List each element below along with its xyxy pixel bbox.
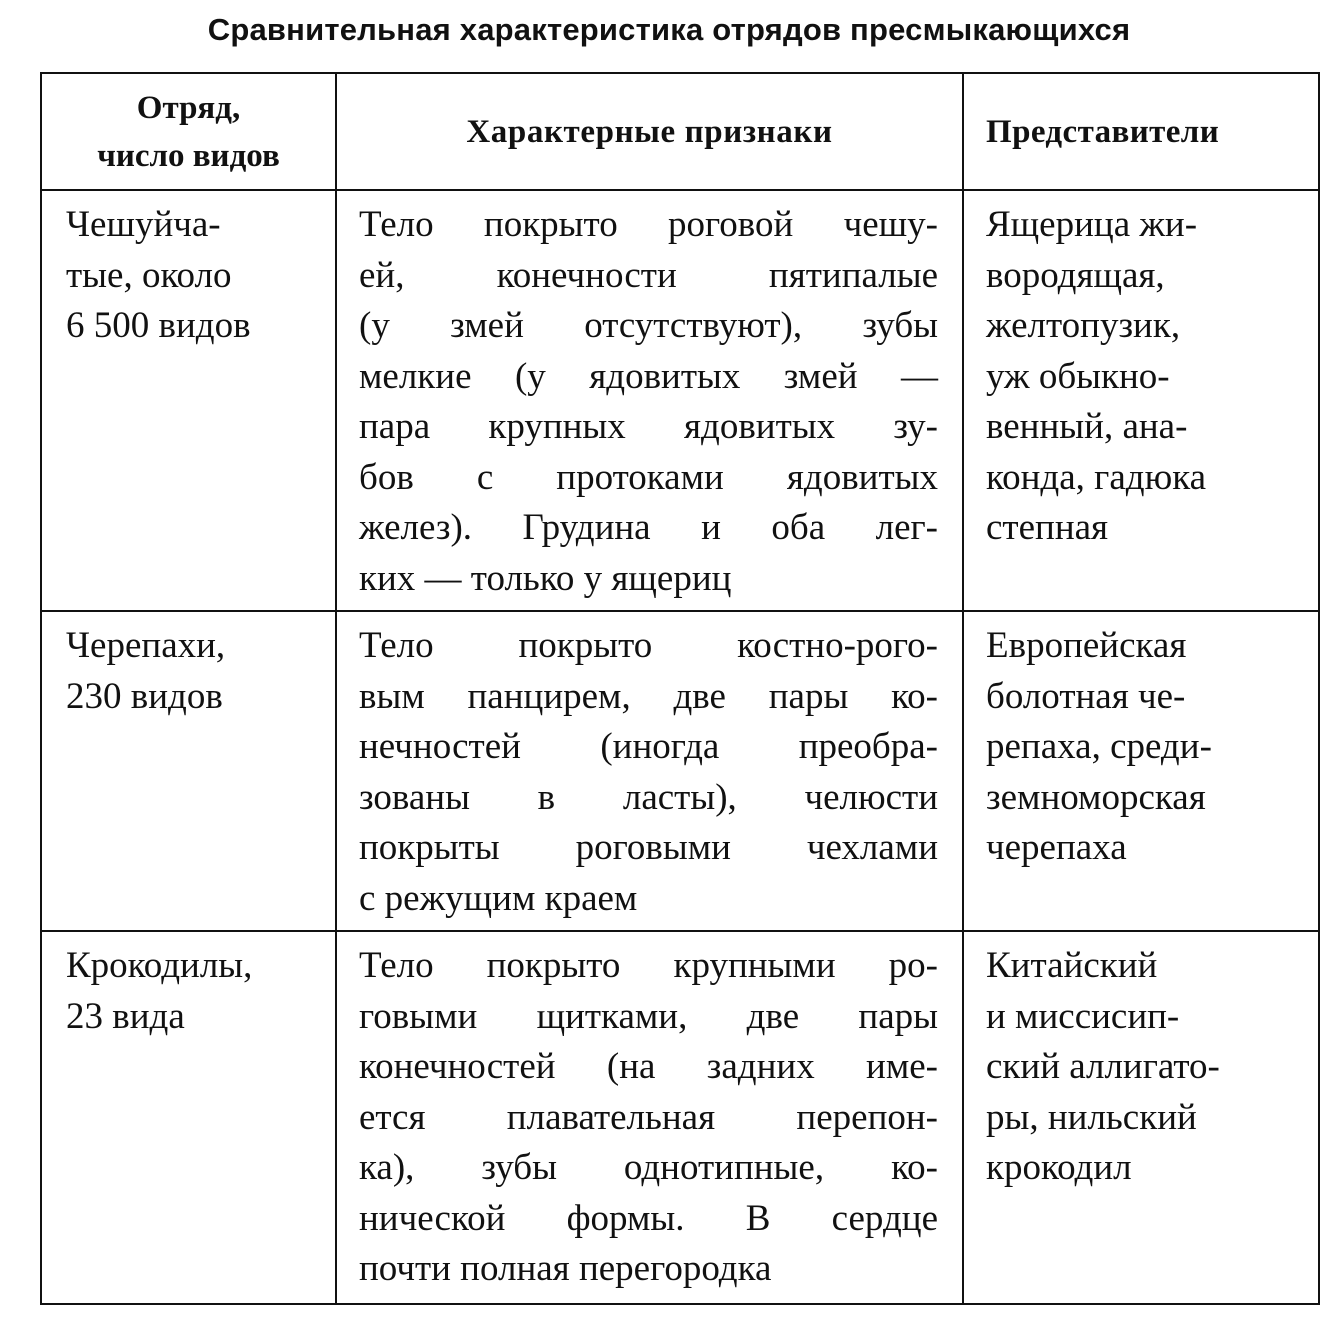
cell-line: Крокодилы, (66, 945, 253, 986)
cell-line: Тело покрыто костно-рого- (359, 625, 938, 666)
cell-line: вым панцирем, две пары ко- (359, 675, 938, 717)
cell-line: Европейская (986, 625, 1187, 666)
cell-line: зованы в ласты), челюсти (359, 776, 938, 818)
cell-line: говыми щитками, две пары (359, 995, 938, 1037)
cell-line: ры, нильский (986, 1096, 1197, 1138)
cell-line: желтопузик, (986, 305, 1181, 346)
cell-traits (336, 611, 963, 931)
cell-line: конда, гадюка (986, 456, 1207, 498)
cell-line: Тело покрыто крупными ро- (359, 945, 938, 986)
cell-line: ей, конечности пятипалые (359, 254, 938, 296)
header-order-line: число видов (97, 137, 280, 174)
cell-line: уж обыкно- (986, 355, 1170, 397)
cell-line: 230 видов (66, 675, 223, 717)
cell-line: желез). Грудина и оба лег- (359, 507, 938, 548)
table-row-crocodiles (41, 931, 1319, 1304)
header-order (41, 73, 336, 190)
cell-line: почти полная перегородка (359, 1248, 772, 1289)
cell-line: покрыты роговыми чехлами (359, 827, 938, 868)
cell-line: крокодил (986, 1147, 1132, 1188)
cell-representatives (963, 931, 1319, 1304)
header-traits: Характерные признаки (336, 73, 963, 190)
header-representatives: Представители (963, 73, 1319, 190)
cell-line: степная (986, 507, 1109, 548)
cell-line: земноморская (986, 776, 1206, 818)
cell-line: тые, около (66, 254, 232, 296)
cell-traits (336, 190, 963, 611)
cell-line: 23 вида (66, 995, 185, 1037)
cell-line: (у змей отсутствуют), зубы (359, 305, 938, 346)
cell-representatives (963, 611, 1319, 931)
cell-line: конечностей (на задних име- (359, 1046, 938, 1087)
cell-line: Чешуйча- (66, 204, 221, 245)
cell-line: 6 500 видов (66, 305, 251, 346)
cell-line: нической формы. В сердце (359, 1197, 938, 1239)
cell-line: ких — только у ящериц (359, 557, 732, 599)
cell-traits (336, 931, 963, 1304)
cell-order (41, 611, 336, 931)
cell-line: ется плавательная перепон- (359, 1096, 938, 1138)
cell-line: Тело покрыто роговой чешу- (359, 204, 938, 245)
cell-line: репаха, среди- (986, 726, 1212, 767)
cell-order (41, 190, 336, 611)
cell-line: болотная че- (986, 675, 1186, 717)
cell-line: вородящая, (986, 254, 1165, 296)
header-order-line: Отряд, (136, 89, 241, 126)
page-title: Сравнительная характеристика отрядов пресмыкающихся (207, 12, 1131, 47)
cell-line: ский аллигато- (986, 1046, 1220, 1087)
cell-line: бов с протоками ядовитых (359, 456, 938, 498)
cell-line: Китайский (986, 945, 1158, 986)
cell-line: Ящерица жи- (986, 204, 1198, 245)
cell-line: и миссисип- (986, 995, 1180, 1037)
table-row-turtles (41, 611, 1319, 931)
cell-representatives (963, 190, 1319, 611)
table-header-row (41, 73, 1319, 190)
cell-line: нечностей (иногда преобра- (359, 726, 938, 767)
cell-line: черепаха (986, 827, 1127, 868)
reptile-orders-table (40, 72, 1320, 1305)
cell-line: Черепахи, (66, 625, 226, 666)
cell-line: ка), зубы однотипные, ко- (359, 1147, 938, 1188)
cell-line: с режущим краем (359, 877, 638, 919)
cell-line: венный, ана- (986, 406, 1188, 447)
table-row-squamata (41, 190, 1319, 611)
cell-line: мелкие (у ядовитых змей — (359, 355, 938, 397)
cell-line: пара крупных ядовитых зу- (359, 406, 938, 447)
cell-order (41, 931, 336, 1304)
